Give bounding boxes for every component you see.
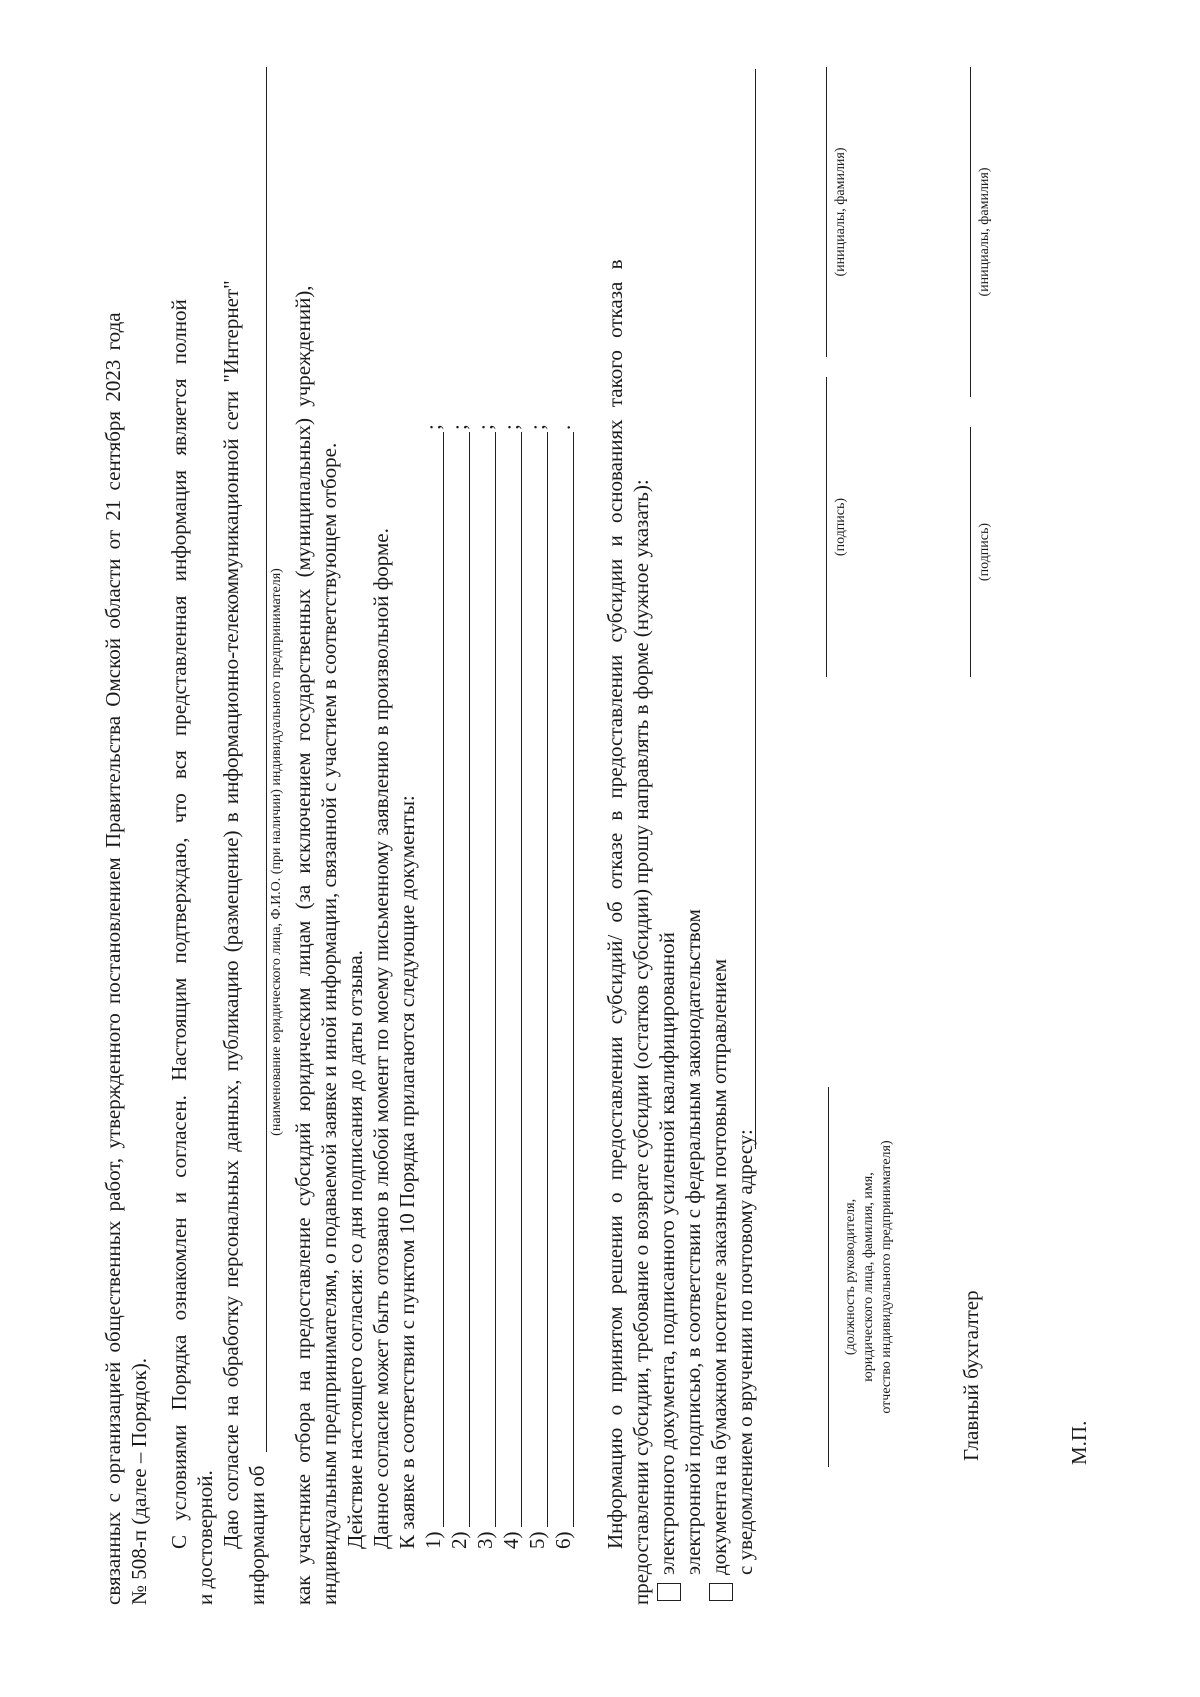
p1-line1-text: связанных с организацией общественных работ, утвержденного постановлением Правительства Омской области от 21 сентября 2023 года xyxy=(101,312,125,1605)
head-initials-field[interactable] xyxy=(826,67,827,357)
info-line1: Информацию о принятом решении о предоставлении субсидий/ об отказе в предоставлении субсидии и основаниях такого отказа в xyxy=(603,259,627,1549)
doc-item-4-end: ; xyxy=(499,424,523,430)
p1-line1 xyxy=(100,85,126,1605)
head-signature-caption: (подпись) xyxy=(833,497,848,557)
option-paper-line1: документа на бумажном носителе заказным почтовым отправлением xyxy=(707,958,731,1575)
doc-item-3-end: ; xyxy=(473,424,497,430)
p6: К заявке в соответствии с пунктом 10 Порядка прилагаются следующие документы: xyxy=(395,795,419,1549)
accountant-signature-caption: (подпись) xyxy=(977,522,992,582)
p4: Действие настоящего согласия: со дня подписания до даты отзыва. xyxy=(343,950,367,1549)
organization-name-field[interactable] xyxy=(266,67,267,1452)
p3-line4: индивидуальным предпринимателям, о подаваемой заявке и иной информации, связанной с участием в соответствующем отборе. xyxy=(317,442,341,1605)
accountant-initials-caption: (инициалы, фамилия) xyxy=(977,167,992,297)
p1-line2: № 508-п (далее – Порядок). xyxy=(127,1357,151,1605)
doc-item-2-end: ; xyxy=(447,424,471,430)
postal-address-field[interactable] xyxy=(755,69,756,1149)
head-signature-field[interactable] xyxy=(826,377,827,677)
doc-item-3-num: 3) xyxy=(473,1531,497,1549)
option-electronic-line1: электронного документа, подписанного усиленной квалифицированной xyxy=(655,932,679,1575)
head-initials-caption: (инициалы, фамилия) xyxy=(833,147,848,277)
info-line2: предоставлении субсидии, требование о возврате субсидии (остатков субсидии) прошу направлять в форме (нужное указать): xyxy=(629,479,653,1605)
doc-item-6-end: . xyxy=(551,424,575,430)
position-field[interactable] xyxy=(828,1087,829,1467)
p3-line1: Даю согласие на обработку персональных данных, публикацию (размещение) в информационно-телекоммуникационной сети "Интернет" xyxy=(219,280,243,1549)
doc-item-4-num: 4) xyxy=(499,1531,523,1549)
p3-line2-prefix: информации об xyxy=(245,1465,269,1605)
doc-item-5-num: 5) xyxy=(525,1531,549,1549)
option-electronic-line2: электронной подписью, в соответствии с федеральным законодательством xyxy=(681,909,705,1575)
doc-item-5-end: ; xyxy=(525,424,549,430)
doc-item-4-field[interactable] xyxy=(521,432,522,1527)
position-caption-2: юридического лица, фамилия, имя, xyxy=(861,1172,876,1382)
stamp-label: М.П. xyxy=(1067,1420,1091,1465)
doc-item-3-field[interactable] xyxy=(495,432,496,1527)
doc-item-2-field[interactable] xyxy=(469,432,470,1527)
p2-line1: С условиями Порядка ознакомлен и согласен. Настоящим подтверждаю, что вся представленная информация является полной xyxy=(167,299,191,1549)
doc-item-5-field[interactable] xyxy=(547,432,548,1527)
doc-item-1-num: 1) xyxy=(421,1531,445,1549)
option-paper-line2: с уведомлением о вручении по почтовому адресу: xyxy=(733,1129,757,1575)
accountant-initials-field[interactable] xyxy=(970,67,971,397)
doc-item-2-num: 2) xyxy=(447,1531,471,1549)
p5: Данное согласие может быть отозвано в любой момент по моему письменному заявлению в произвольной форме. xyxy=(369,528,393,1549)
doc-item-1-end: ; xyxy=(421,424,445,430)
chief-accountant-label: Главный бухгалтер xyxy=(959,1290,983,1461)
position-caption-1: (должность руководителя, xyxy=(843,1198,858,1356)
doc-item-6-field[interactable] xyxy=(573,432,574,1527)
organization-name-caption: (наименование юридического лица, Ф.И.О. (при наличии) индивидуального предпринимателя) xyxy=(269,568,284,1136)
accountant-signature-field[interactable] xyxy=(970,427,971,677)
position-caption-3: отчество индивидуального предпринимателя) xyxy=(879,1140,894,1414)
doc-item-6-num: 6) xyxy=(551,1531,575,1549)
p2-line2: и достоверной. xyxy=(193,1470,217,1605)
doc-item-1-field[interactable] xyxy=(443,432,444,1527)
option-electronic-checkbox[interactable] xyxy=(657,1583,681,1601)
p3-line3: как участнике отбора на предоставление субсидий юридическим лицам (за исключением государственных (муниципальных) учреждений), xyxy=(291,285,315,1605)
option-paper-checkbox[interactable] xyxy=(709,1583,733,1601)
